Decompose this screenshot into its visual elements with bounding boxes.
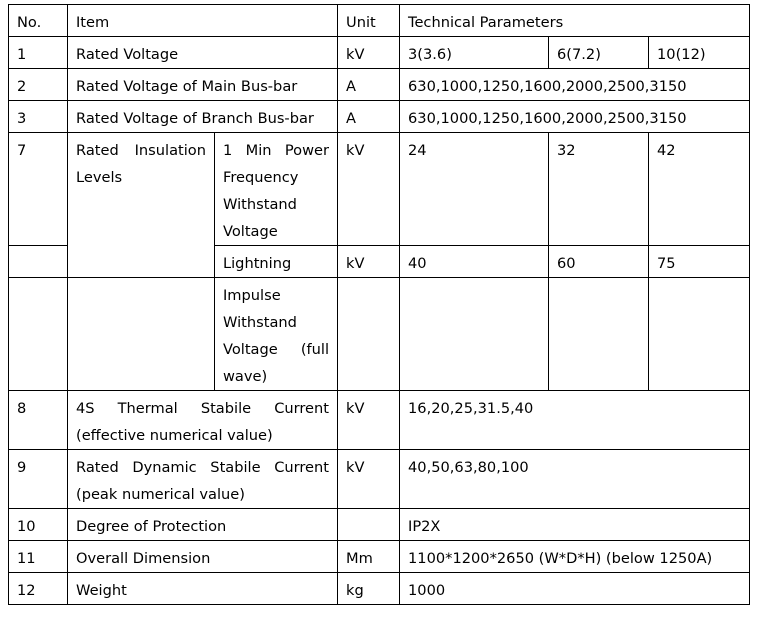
table-row — [9, 278, 750, 391]
row-item: Weight — [68, 573, 338, 605]
row-no: 7 — [9, 133, 68, 246]
row-no: 12 — [9, 573, 68, 605]
table-row — [9, 509, 750, 541]
row-item: Rated Voltage — [68, 37, 338, 69]
row-param-3: 75 — [649, 246, 750, 278]
table-row — [9, 391, 750, 450]
row-item: Rated Voltage of Main Bus-bar — [68, 69, 338, 101]
row-unit — [338, 509, 400, 541]
row-no: 8 — [9, 391, 68, 450]
row-unit: A — [338, 69, 400, 101]
row-unit: kg — [338, 573, 400, 605]
header-no: No. — [9, 5, 68, 37]
row-param-3: 42 — [649, 133, 750, 246]
row-item: Overall Dimension — [68, 541, 338, 573]
row-value: 1100*1200*2650 (W*D*H) (below 1250A) — [400, 541, 750, 573]
row-subitem: Lightning — [215, 246, 338, 278]
header-item: Item — [68, 5, 338, 37]
row-value: IP2X — [400, 509, 750, 541]
row-unit: kV — [338, 450, 400, 509]
row-value: 16,20,25,31.5,40 — [400, 391, 750, 450]
technical-parameters-table — [8, 4, 750, 605]
row-value: 630,1000,1250,1600,2000,2500,3150 — [400, 69, 750, 101]
table-row — [9, 573, 750, 605]
row-param-empty — [549, 278, 649, 391]
row-no: 9 — [9, 450, 68, 509]
row-unit: kV — [338, 391, 400, 450]
row-param-1: 3(3.6) — [400, 37, 549, 69]
row-item: Degree of Protection — [68, 509, 338, 541]
table-header-row — [9, 5, 750, 37]
row-param-1: 40 — [400, 246, 549, 278]
header-unit: Unit — [338, 5, 400, 37]
row-no: 1 — [9, 37, 68, 69]
row-item: Rated Voltage of Branch Bus-bar — [68, 101, 338, 133]
header-technical-parameters: Technical Parameters — [400, 5, 750, 37]
row-item: Rated Insulation Levels — [68, 133, 215, 278]
row-unit: A — [338, 101, 400, 133]
row-param-2: 32 — [549, 133, 649, 246]
row-item: 4S Thermal Stabile Current (effective numerical value) — [68, 391, 338, 450]
table-row — [9, 541, 750, 573]
row-unit: kV — [338, 37, 400, 69]
row-subitem: 1 Min Power Frequency Withstand Voltage — [215, 133, 338, 246]
row-value: 630,1000,1250,1600,2000,2500,3150 — [400, 101, 750, 133]
row-no: 11 — [9, 541, 68, 573]
row-unit: kV — [338, 246, 400, 278]
table-row — [9, 133, 750, 246]
row-unit: Mm — [338, 541, 400, 573]
row-value: 40,50,63,80,100 — [400, 450, 750, 509]
table-row — [9, 450, 750, 509]
row-param-2: 6(7.2) — [549, 37, 649, 69]
row-no-empty — [9, 246, 68, 278]
row-subitem: Impulse Withstand Voltage (full wave) — [215, 278, 338, 391]
row-param-2: 60 — [549, 246, 649, 278]
row-value: 1000 — [400, 573, 750, 605]
row-param-empty — [400, 278, 549, 391]
row-no: 2 — [9, 69, 68, 101]
table-row — [9, 69, 750, 101]
table-row — [9, 101, 750, 133]
row-unit: kV — [338, 133, 400, 246]
row-item: Rated Dynamic Stabile Current (peak numerical value) — [68, 450, 338, 509]
row-no-empty — [9, 278, 68, 391]
row-no: 10 — [9, 509, 68, 541]
row-param-3: 10(12) — [649, 37, 750, 69]
row-no: 3 — [9, 101, 68, 133]
row-unit-empty — [338, 278, 400, 391]
table-row — [9, 37, 750, 69]
row-param-1: 24 — [400, 133, 549, 246]
row-param-empty — [649, 278, 750, 391]
row-item-empty — [68, 278, 215, 391]
